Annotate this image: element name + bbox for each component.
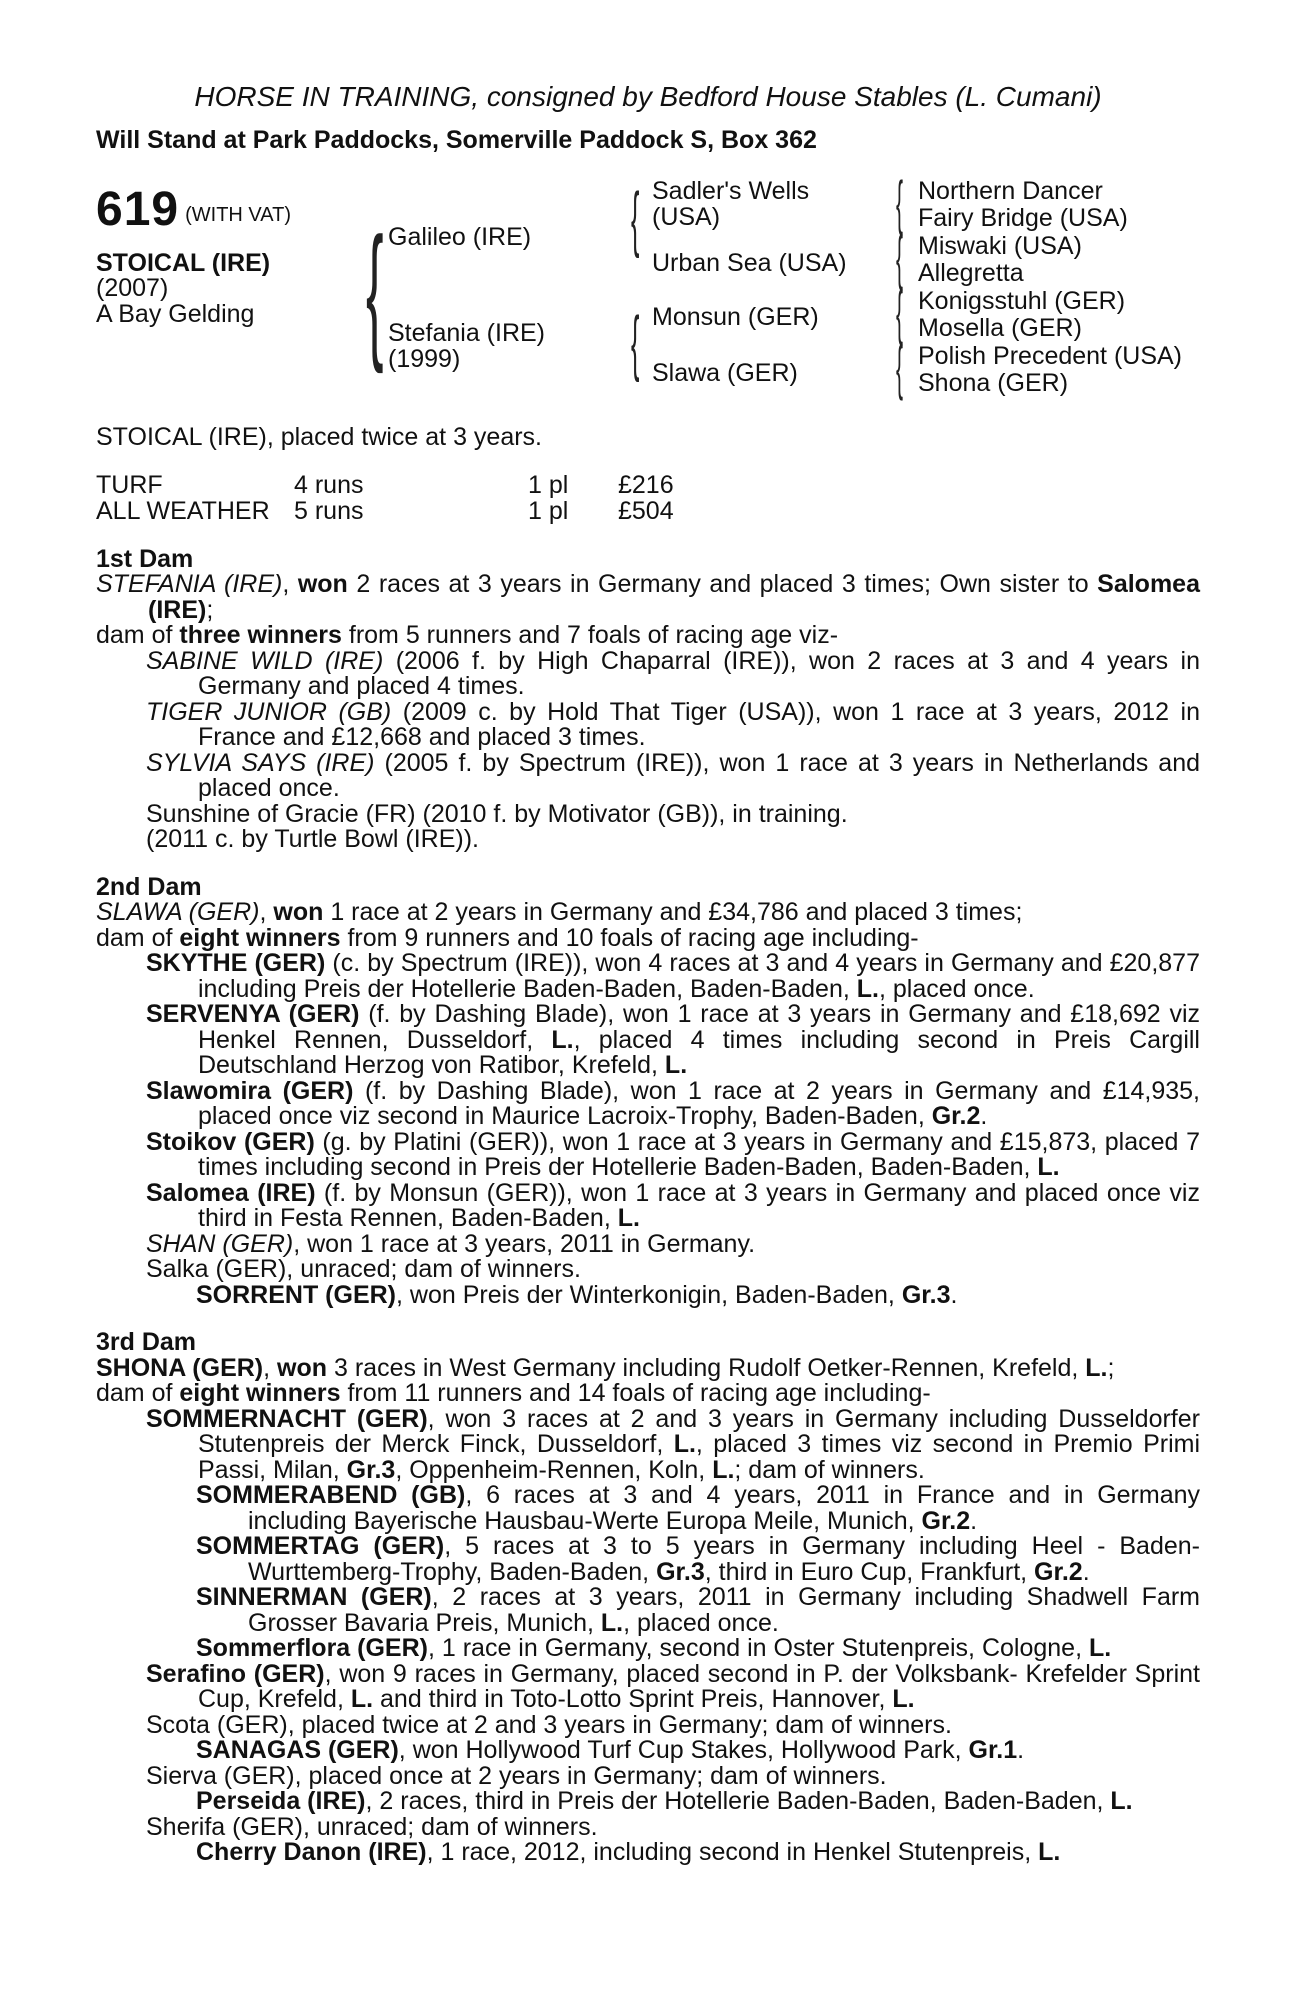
race-grade: L. (1085, 1353, 1108, 1382)
dam-of-line (96, 1381, 1200, 1407)
grand-offspring-entry (96, 1534, 1200, 1585)
pedigree-dam (388, 321, 545, 372)
dam-name: Stefania (IRE) (388, 319, 546, 347)
text: dam of (96, 621, 180, 649)
text: , 1 race, 2012, including second in Henkel Stutenpreis, (426, 1838, 1039, 1866)
offspring-name: SOMMERTAG (GER) (196, 1532, 445, 1560)
grand-offspring-entry (96, 1738, 1200, 1764)
race-summary: STOICAL (IRE), placed twice at 3 years. (96, 423, 542, 451)
winners-count: eight winners (179, 1379, 341, 1407)
offspring-entry: Sherifa (GER), unraced; dam of winners. (146, 1812, 598, 1841)
offspring-entry (96, 1229, 1200, 1258)
offspring-name: Perseida (IRE) (196, 1787, 366, 1815)
text: won (273, 898, 324, 926)
dam-of-line (96, 623, 1200, 649)
offspring-name: Sommerflora (GER) (196, 1634, 428, 1662)
sire-sire-country: (USA) (652, 202, 721, 231)
dam-name: SLAWA (GER) (96, 898, 260, 926)
race-grade: L. (1038, 1838, 1061, 1866)
text: (2009 c. by Hold That Tiger (USA)), won 1 race at 3 years, 2012 in France and £12,668 and placed 3 times. (198, 697, 1200, 751)
text: . (950, 1280, 958, 1309)
text: . (1017, 1736, 1025, 1764)
grandparent-4: Allegretta (918, 259, 1024, 287)
offspring-entry (96, 646, 1201, 700)
dam-name: SHONA (GER) (96, 1353, 264, 1382)
race-grade: L. (1088, 1634, 1112, 1662)
text: (c. by Spectrum (IRE)), won 4 races at 3 and 4 years in Germany and £20,877 including Preis der Hotellerie Baden-Baden, Baden-Baden, (198, 949, 1200, 1003)
offspring-name: SANAGAS (GER) (196, 1736, 399, 1764)
offspring-name: SYLVIA SAYS (IRE) (146, 748, 375, 777)
text: 2 races at 3 years in Germany and placed 3 times; Own sister to (347, 570, 1098, 598)
text: and third in Toto-Lotto Sprint Preis, Hannover, (373, 1685, 893, 1713)
text: , placed once. (878, 974, 1035, 1003)
section-heading: 2nd Dam (96, 872, 202, 901)
dam-paragraph (96, 572, 1200, 623)
offspring-entry: Salka (GER), unraced; dam of winners. (146, 1255, 581, 1283)
offspring-name: Cherry Danon (IRE) (196, 1838, 427, 1866)
offspring-entry (96, 1404, 1201, 1484)
text: , placed 4 times including second in Preis Cargill Deutschland Herzog von Ratibor, Krefeld, (198, 1025, 1200, 1079)
text: , Oppenheim-Rennen, Koln, (395, 1455, 713, 1484)
record-placed: 1 pl (528, 496, 569, 525)
offspring-name: SABINE WILD (IRE) (146, 646, 384, 675)
race-grade: L. (617, 1204, 640, 1232)
text: , (263, 1353, 278, 1382)
second-dam-section (96, 872, 1201, 1309)
text: ; (1107, 1353, 1115, 1382)
offspring-name: SOMMERABEND (GB) (196, 1481, 466, 1509)
text: from 5 runners and 7 foals of racing age viz- (341, 621, 839, 649)
lot-number: 619 (96, 183, 180, 236)
text: ; dam of winners. (734, 1455, 925, 1484)
sire-dam: Urban Sea (USA) (652, 249, 847, 277)
foaling-year: (2007) (96, 274, 169, 302)
text: , 5 races at 3 to 5 years in Germany including Heel - Baden-Wurttemberg-Trophy, Baden-Baden, (248, 1532, 1200, 1586)
offspring-name: Salomea (IRE) (146, 1178, 316, 1207)
grand-offspring-entry (96, 1280, 1200, 1309)
dam-paragraph (96, 1353, 1200, 1382)
offspring-name: TIGER JUNIOR (GB) (146, 697, 392, 726)
text: , won 1 race at 3 years, 2011 in Germany. (293, 1229, 756, 1258)
text: dam of (96, 923, 180, 952)
offspring-name: Stoikov (GER) (146, 1127, 315, 1156)
grandparent-8: Shona (GER) (918, 369, 1069, 397)
text: from 9 runners and 10 foals of racing age including- (340, 923, 919, 952)
horse-description: A Bay Gelding (96, 299, 255, 328)
record-row (96, 470, 1200, 499)
grandparent-1: Northern Dancer (918, 177, 1103, 205)
winners-count: three winners (179, 621, 342, 649)
text: , third in Euro Cup, Frankfurt, (704, 1557, 1035, 1586)
race-record-table (96, 470, 1200, 525)
winners-count: eight winners (179, 923, 341, 952)
first-dam-section (96, 544, 1201, 853)
grand-offspring-entry (96, 1636, 1200, 1662)
catalogue-page (96, 70, 1200, 1866)
text: won (277, 1353, 328, 1382)
grandparent-6: Mosella (GER) (918, 314, 1082, 342)
offspring-entry: (2011 c. by Turtle Bowl (IRE)). (146, 825, 479, 853)
grand-offspring-entry (96, 1840, 1200, 1866)
grandparent-7: Polish Precedent (USA) (918, 342, 1183, 370)
offspring-name: SORRENT (GER) (196, 1280, 396, 1309)
dam-of-line (96, 923, 1200, 952)
offspring-entry (96, 1127, 1200, 1181)
brace-g3: { (896, 279, 904, 346)
text: , (259, 898, 274, 926)
text: 3 races in West Germany including Rudolf Oetker-Rennen, Krefeld, (327, 1353, 1086, 1382)
offspring-entry (96, 951, 1200, 1002)
race-grade: L. (551, 1025, 574, 1054)
vat-note: (WITH VAT) (185, 204, 291, 226)
race-grade: L. (856, 974, 879, 1003)
record-prize: £216 (618, 470, 674, 499)
text: 1 race at 2 years in Germany and £34,786 and placed 3 times; (323, 898, 1023, 926)
offspring-name: SOMMERNACHT (GER) (146, 1404, 428, 1433)
dam-year: (1999) (388, 344, 461, 373)
text: dam of (96, 1379, 180, 1407)
race-grade: L. (892, 1685, 915, 1713)
stand-location: Will Stand at Park Paddocks, Somerville Paddock S, Box 362 (96, 125, 817, 154)
lot-info (96, 183, 291, 328)
offspring-entry (96, 1178, 1200, 1232)
offspring-entry (96, 1002, 1200, 1079)
dam-dam: Slawa (GER) (652, 359, 798, 387)
text: . (970, 1506, 978, 1535)
text: , (282, 570, 298, 598)
record-prize: £504 (618, 496, 674, 525)
text: , won Preis der Winterkonigin, Baden-Baden, (396, 1280, 902, 1309)
horse-name: STOICAL (IRE) (96, 248, 271, 277)
race-grade: L. (350, 1685, 374, 1713)
text: , won 9 races in Germany, placed second in P. der Volksbank- Krefelder Sprint Cup, Krefeld, (198, 1659, 1200, 1713)
record-runs: 4 runs (294, 470, 364, 499)
consignor-title: HORSE IN TRAINING, consigned by Bedford House Stables (L. Cumani) (194, 81, 1102, 112)
offspring-entry (96, 1659, 1200, 1713)
text: won (297, 570, 348, 598)
dam-sire: Monsun (GER) (652, 303, 819, 331)
race-grade: Gr.1 (968, 1736, 1018, 1764)
text: , won 3 races at 2 and 3 years in Germany including Dusseldorfer Stutenpreis der Merck Finck, Dusseldorf, (198, 1404, 1200, 1458)
grand-offspring-entry (96, 1585, 1200, 1636)
race-grade: Gr.2 (1034, 1557, 1083, 1586)
grandparent-3: Miswaki (USA) (918, 232, 1082, 260)
offspring-name: SINNERMAN (GER) (196, 1583, 432, 1611)
offspring-name: SKYTHE (GER) (146, 949, 326, 977)
brace-g2: { (896, 224, 904, 291)
grand-offspring-entry (96, 1483, 1200, 1534)
text: ; (206, 595, 214, 624)
grand-offspring-entry (96, 1789, 1200, 1815)
text: (g. by Platini (GER)), won 1 race at 3 years in Germany and £15,873, placed 7 times including second in Preis der Hotellerie Baden-Baden, Baden-Baden, (198, 1127, 1200, 1181)
race-grade: Gr.3 (656, 1557, 705, 1586)
text: , placed 3 times viz second in Premio Primi Passi, Milan, (198, 1430, 1201, 1484)
brace-g4: { (896, 334, 904, 401)
pedigree-sire: Galileo (IRE) (388, 223, 532, 251)
brace-g1: { (896, 169, 904, 236)
race-grade: L. (1037, 1153, 1060, 1181)
text: , 2 races at 3 years, 2011 in Germany including Shadwell Farm Grosser Bavaria Preis, Munich, (248, 1583, 1200, 1637)
section-heading: 3rd Dam (96, 1328, 197, 1356)
brace-dam-parents: { (631, 303, 640, 383)
dam-paragraph (96, 900, 1200, 926)
text: . (980, 1102, 988, 1130)
text: , 2 races, third in Preis der Hotellerie Baden-Baden, Baden-Baden, (365, 1787, 1111, 1815)
text: from 11 runners and 14 foals of racing age including- (340, 1379, 931, 1407)
text: , 6 races at 3 and 4 years, 2011 in France and in Germany including Bayerische Hausbau-Werte Europa Meile, Munich, (248, 1481, 1200, 1535)
offspring-entry (96, 748, 1200, 802)
offspring-name: Slawomira (GER) (146, 1076, 354, 1105)
race-grade: L. (664, 1051, 688, 1079)
race-grade: Gr.3 (901, 1280, 951, 1309)
section-heading: 1st Dam (96, 544, 194, 573)
offspring-name: Serafino (GER) (146, 1659, 325, 1688)
offspring-entry: Scota (GER), placed twice at 2 and 3 years in Germany; dam of winners. (146, 1710, 952, 1739)
sister-name: Salomea (IRE) (148, 570, 1200, 624)
text: (f. by Dashing Blade), won 1 race at 3 years in Germany and £18,692 viz Henkel Rennen, Dusseldorf, (198, 1000, 1200, 1054)
text: (f. by Dashing Blade), won 1 race at 2 years in Germany and £14,935, placed once viz second in Maurice Lacroix-Trophy, Baden-Baden, (198, 1076, 1201, 1130)
text: (2006 f. by High Chaparral (IRE)), won 2 races at 3 and 4 years in Germany and placed 4 times. (198, 646, 1201, 700)
text: (2005 f. by Spectrum (IRE)), won 1 race at 3 years in Netherlands and placed once. (198, 748, 1200, 802)
record-placed: 1 pl (528, 470, 569, 499)
dam-name: STEFANIA (IRE) (96, 570, 283, 598)
third-dam-section (96, 1330, 1200, 1866)
race-grade: L. (673, 1430, 696, 1458)
text: , won Hollywood Turf Cup Stakes, Hollywood Park, (398, 1736, 969, 1764)
pedigree-block (96, 169, 1200, 411)
record-runs: 5 runs (294, 496, 364, 525)
race-grade: L. (1110, 1787, 1133, 1815)
record-row (96, 496, 1200, 525)
record-surface: TURF (96, 470, 163, 499)
offspring-entry: Sunshine of Gracie (FR) (2010 f. by Motivator (GB)), in training. (146, 799, 848, 828)
brace-sire-dam: { (366, 206, 384, 374)
offspring-entry (96, 1076, 1201, 1130)
offspring-name: SHAN (GER) (146, 1229, 294, 1258)
offspring-entry: Sierva (GER), placed once at 2 years in Germany; dam of winners. (146, 1761, 887, 1790)
race-grade: L. (600, 1608, 624, 1637)
text: , placed once. (623, 1608, 779, 1637)
race-grade: Gr.2 (921, 1506, 971, 1535)
text: (f. by Monsun (GER)), won 1 race at 3 years in Germany and placed once viz third in Festa Rennen, Baden-Baden, (198, 1178, 1200, 1232)
race-grade: Gr.2 (931, 1102, 981, 1130)
text: . (1082, 1557, 1090, 1586)
race-grade: L. (712, 1455, 735, 1484)
text: , 1 race in Germany, second in Oster Stutenpreis, Cologne, (427, 1634, 1089, 1662)
grandparent-5: Konigsstuhl (GER) (918, 287, 1126, 315)
record-surface: ALL WEATHER (96, 496, 270, 525)
offspring-entry (96, 697, 1200, 751)
race-grade: Gr.3 (346, 1455, 396, 1484)
brace-sire-parents: { (631, 179, 640, 259)
sire-sire (652, 179, 809, 230)
grandparent-2: Fairy Bridge (USA) (918, 204, 1128, 232)
sire-sire-name: Sadler's Wells (652, 177, 810, 205)
offspring-name: SERVENYA (GER) (146, 1000, 360, 1028)
